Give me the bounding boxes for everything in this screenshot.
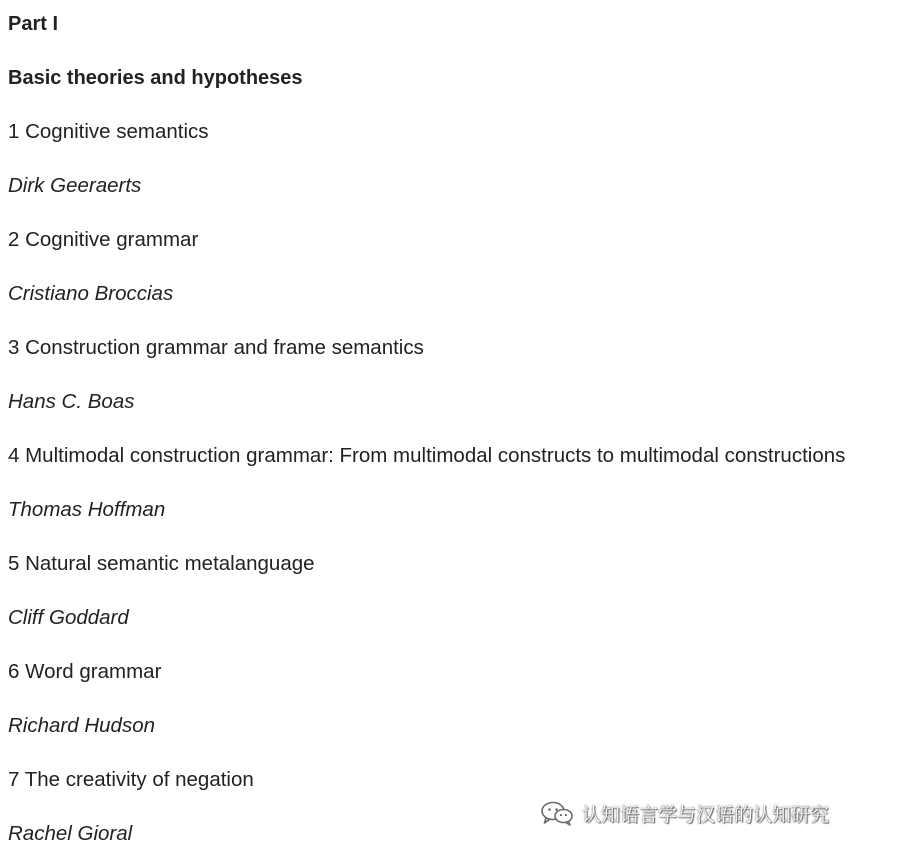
wechat-icon [540, 800, 574, 826]
chapter-title: 7 The creativity of negation [8, 768, 254, 791]
chapter-title: 1 Cognitive semantics [8, 120, 209, 143]
chapter-author: Cristiano Broccias [8, 282, 174, 305]
part-label: Part I [8, 13, 59, 35]
part-subtitle: Basic theories and hypotheses [8, 67, 303, 89]
chapter-title: 2 Cognitive grammar [8, 228, 199, 251]
chapter-author: Dirk Geeraerts [8, 174, 142, 197]
chapter-author: Rachel Gioral [8, 822, 133, 845]
chapter-title: 3 Construction grammar and frame semantics [8, 336, 424, 359]
chapter-title: 6 Word grammar [8, 660, 162, 683]
watermark [540, 800, 829, 826]
chapter-author: Hans C. Boas [8, 390, 135, 413]
chapter-author: Richard Hudson [8, 714, 155, 737]
chapter-title: 5 Natural semantic metalanguage [8, 552, 315, 575]
watermark-text: 认知语言学与汉语的认知研究 [582, 803, 830, 826]
chapter-author: Cliff Goddard [8, 606, 129, 629]
chapter-title: 4 Multimodal construction grammar: From multimodal constructs to multimodal constructions [8, 444, 846, 467]
chapter-author: Thomas Hoffman [8, 498, 166, 521]
